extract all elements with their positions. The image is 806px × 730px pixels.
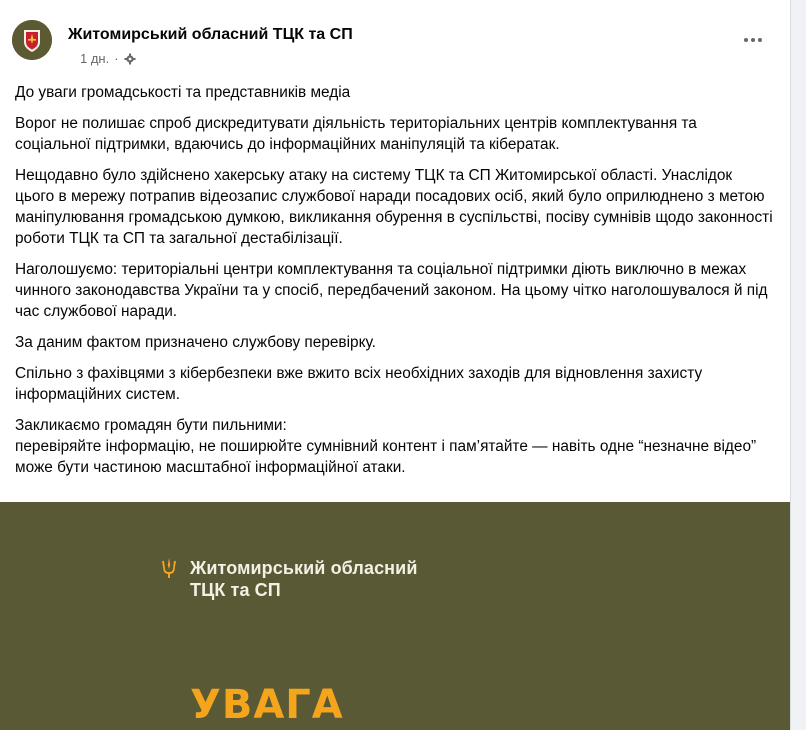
post-header [12, 20, 778, 76]
page-avatar[interactable] [12, 20, 52, 60]
scrollbar-track[interactable] [790, 0, 806, 730]
image-title: Житомирський обласний ТЦК та СП [190, 558, 418, 600]
more-dot [751, 38, 755, 42]
post-paragraph: До уваги громадськості та представників медіа [15, 84, 351, 101]
image-alert-text: УВАГА [190, 682, 344, 728]
more-dot [758, 38, 762, 42]
post-paragraph: Ворог не полишає спроб дискредитувати діяльність територіальних центрів комплектування та соціальної підтримки, вдаючись до інформаційних маніпуляцій та кібератак. [15, 115, 697, 153]
post-timestamp[interactable]: 1 дн. [80, 51, 110, 66]
gear-icon[interactable] [124, 53, 136, 65]
page-name-link[interactable]: Житомирський обласний ТЦК та СП [68, 26, 353, 43]
post-paragraph: Закликаємо громадян бути пильними: перевіряйте інформацію, не поширюйте сумнівний контент і пам’ятайте — навіть одне “незначне відео” може бути частиною масштабної інформаційної атаки. [15, 417, 757, 476]
shield-emblem-icon [12, 20, 52, 60]
more-options-button[interactable] [738, 30, 768, 50]
more-dots-icon [744, 38, 748, 42]
post-meta [80, 51, 136, 66]
post-image[interactable] [0, 502, 790, 730]
meta-separator: · [114, 51, 119, 66]
post-paragraph: Спільно з фахівцями з кібербезпеки вже вжито всіх необхідних заходів для відновлення захисту інформаційних систем. [15, 365, 703, 403]
post-paragraph: Наголошуємо: територіальні центри комплектування та соціальної підтримки діють виключно в межах чинного законодавства України та у спосіб, передбачений законом. На цьому чітко наголошувалося й під час службової наради. [15, 261, 768, 320]
post-paragraph: Нещодавно було здійснено хакерську атаку на систему ТЦК та СП Житомирської області. Унаслідок цього в мережу потрапив відеозапис службової наради посадових осіб, який було оприлюднено з метою маніпулювання громадською думкою, викликання обурення в суспільстві, посіву сумнівів щодо законності роботи ТЦК та СП та загальної дестабілізації. [15, 167, 773, 247]
post-body [15, 82, 775, 488]
post-paragraph: За даним фактом призначено службову перевірку. [15, 334, 376, 351]
trident-icon [160, 557, 178, 579]
